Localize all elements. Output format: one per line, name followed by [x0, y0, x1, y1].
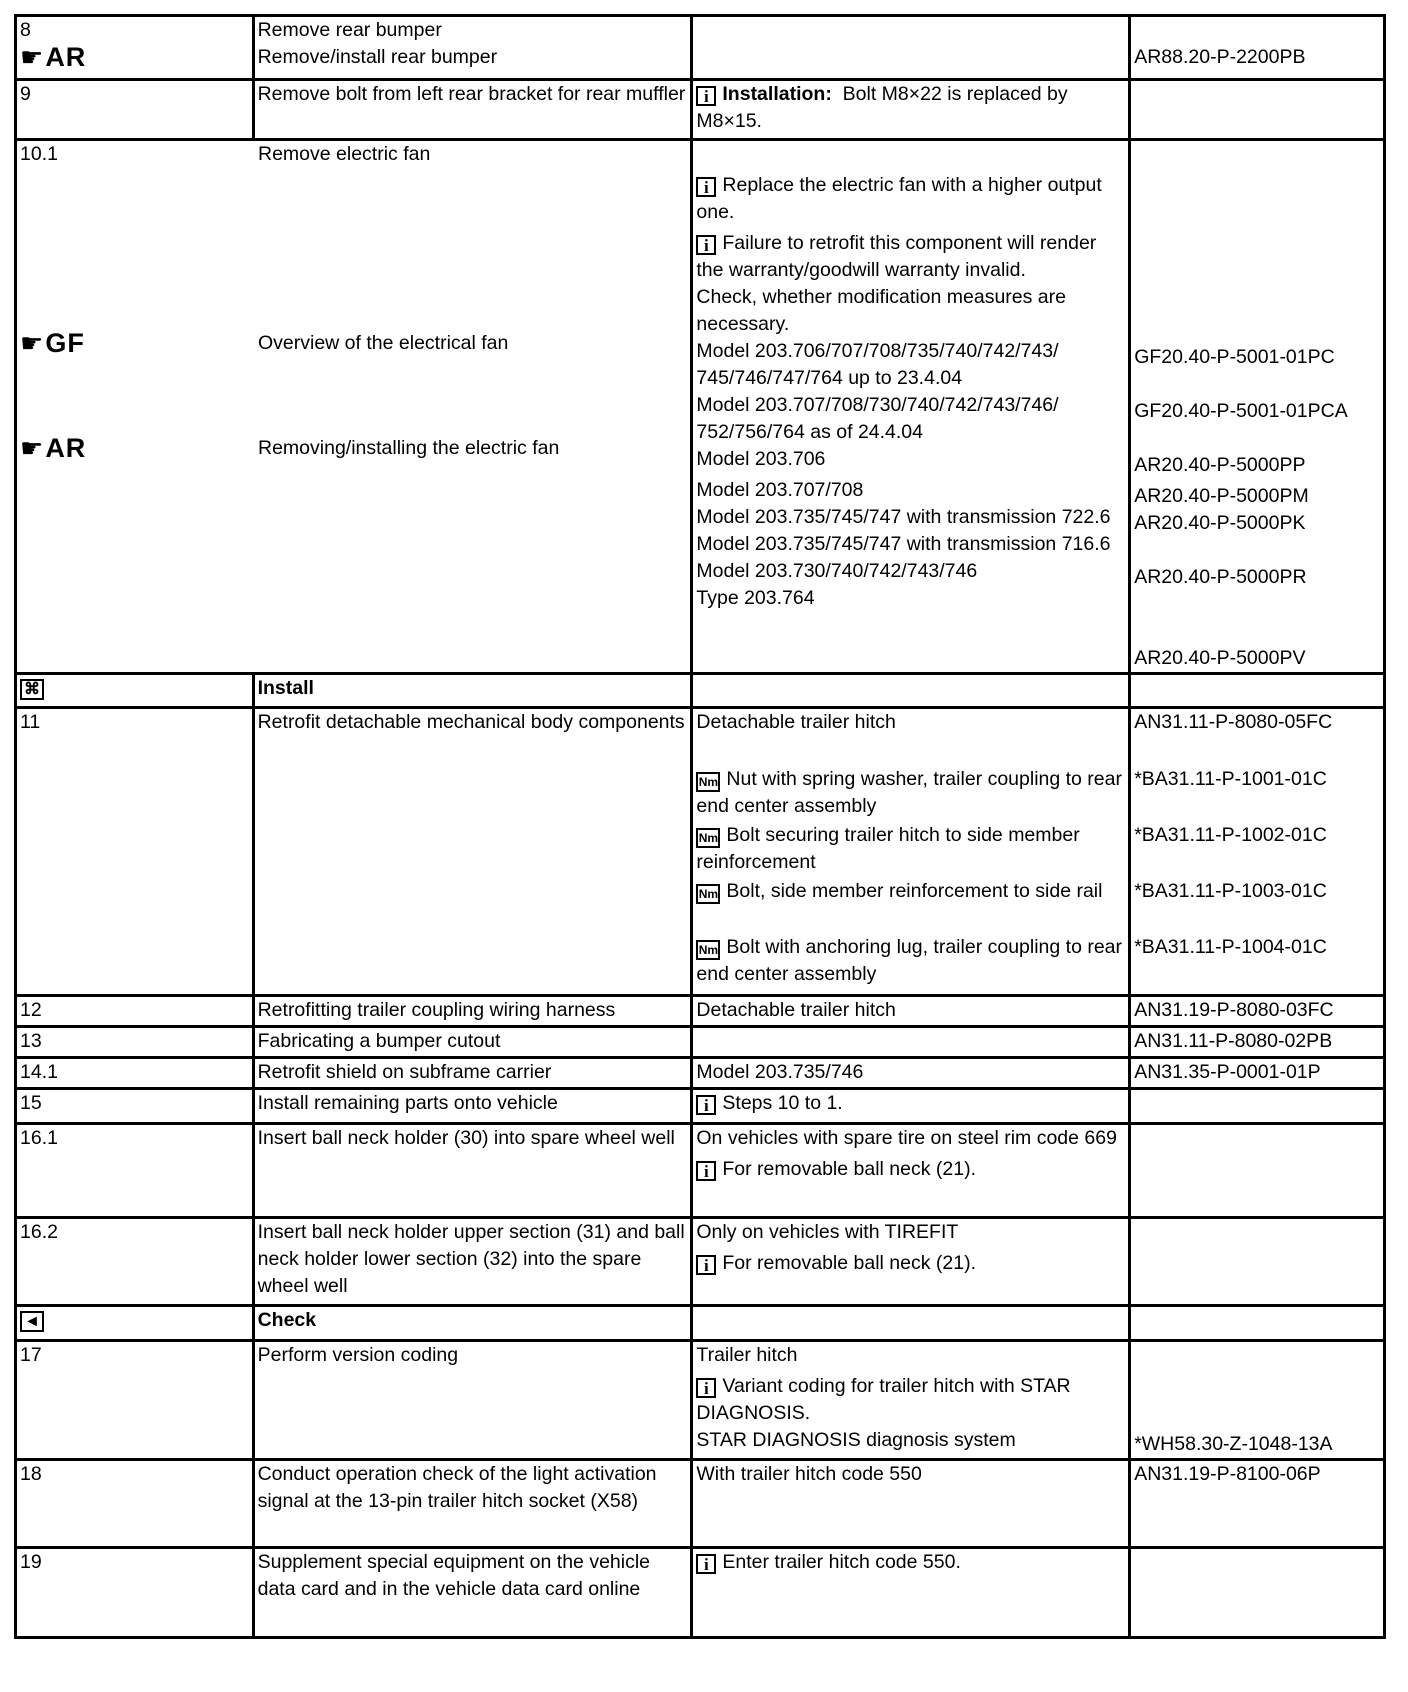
- info-icon: i: [696, 1554, 716, 1574]
- note-text: For removable ball neck (21).: [722, 1252, 976, 1274]
- step-number: 14.1: [20, 1061, 58, 1083]
- note-text: Bolt M8×22 is replaced by M8×15.: [696, 83, 1068, 132]
- operation-cell: [253, 1124, 692, 1218]
- section-icon-cell: [16, 674, 254, 708]
- model-text: Type 203.764: [696, 587, 815, 609]
- table-row: [16, 1460, 1385, 1548]
- operation-text: Remove rear bumper: [257, 19, 442, 41]
- section-title-cell: [253, 674, 692, 708]
- section-icon-cell: [16, 1306, 254, 1341]
- info-icon: i: [696, 86, 716, 106]
- info-text: On vehicles with spare tire on steel rim code 669: [696, 1127, 1117, 1149]
- operation-cell: [253, 1218, 692, 1306]
- installation-label: Installation:: [722, 83, 832, 105]
- document-reference-link[interactable]: *BA31.11-P-1004-01C: [1134, 936, 1327, 958]
- table-row: [16, 1124, 1385, 1218]
- operation-cell: [253, 1027, 692, 1058]
- reference-cell: [1130, 1089, 1385, 1124]
- section-title-check: Check: [257, 1309, 317, 1331]
- step-number: 19: [20, 1551, 42, 1573]
- torque-icon: Nm: [696, 772, 720, 792]
- reference-cell: [1130, 1124, 1385, 1218]
- info-text: Model 203.735/746: [696, 1061, 864, 1083]
- step-cell: [16, 16, 254, 80]
- document-reference-link[interactable]: AN31.35-P-0001-01P: [1134, 1061, 1321, 1083]
- info-cell: [692, 1218, 1130, 1306]
- step-number: 16.2: [20, 1221, 58, 1243]
- empty-cell: [1130, 674, 1385, 708]
- operation-cell: [253, 80, 692, 140]
- document-reference-link[interactable]: AN31.11-P-8080-02PB: [1134, 1030, 1333, 1052]
- step-cell: [16, 1460, 254, 1548]
- install-icon: ⌘: [20, 679, 44, 700]
- step-number: 8: [20, 19, 31, 41]
- torque-text: Bolt securing trailer hitch to side member reinforcement: [696, 824, 1080, 873]
- model-text: Model 203.706: [696, 448, 826, 470]
- step-operation-cell: [16, 140, 692, 674]
- step-cell: [16, 1058, 254, 1089]
- section-title-cell: [253, 1306, 692, 1341]
- torque-icon: Nm: [696, 940, 720, 960]
- info-cell: [692, 140, 1130, 674]
- operation-text: Supplement special equipment on the vehicle data card and in the vehicle data card online: [257, 1551, 651, 1600]
- operation-text: Install remaining parts onto vehicle: [257, 1092, 558, 1114]
- torque-icon: Nm: [696, 828, 720, 848]
- table-row: [16, 1027, 1385, 1058]
- gf-marker: GF: [45, 328, 85, 358]
- info-cell: [692, 1027, 1130, 1058]
- operation-cell: [253, 1058, 692, 1089]
- document-reference-link[interactable]: AR20.40-P-5000PP: [1134, 454, 1306, 476]
- step-number: 13: [20, 1030, 42, 1052]
- document-reference-link[interactable]: AN31.19-P-8100-06P: [1134, 1463, 1321, 1485]
- reference-cell: [1130, 708, 1385, 996]
- operation-cell: [253, 1341, 692, 1460]
- info-icon: i: [696, 177, 716, 197]
- reference-cell: [1130, 80, 1385, 140]
- torque-text: Bolt, side member reinforcement to side rail: [726, 880, 1103, 902]
- model-text: Model 203.706/707/708/735/740/742/743/ 745/746/747/764 up to 23.4.04: [696, 340, 1059, 389]
- reference-cell: [1130, 16, 1385, 80]
- info-cell: [692, 1548, 1130, 1638]
- model-text: Model 203.707/708/730/740/742/743/746/ 752/756/764 as of 24.4.04: [696, 394, 1059, 443]
- info-text: Detachable trailer hitch: [696, 999, 896, 1021]
- step-number: 10.1: [20, 143, 58, 165]
- step-cell: [16, 708, 254, 996]
- document-reference-link[interactable]: AR20.40-P-5000PR: [1134, 566, 1307, 588]
- document-reference-link[interactable]: AR88.20-P-2200PB: [1134, 46, 1306, 68]
- operation-text: Perform version coding: [257, 1344, 459, 1366]
- info-icon: i: [696, 1161, 716, 1181]
- step-cell: [16, 1218, 254, 1306]
- step-cell: [16, 1089, 254, 1124]
- info-text: Only on vehicles with TIREFIT: [696, 1221, 959, 1243]
- note-text: Failure to retrofit this component will render the warranty/goodwill warranty invalid.: [696, 232, 1097, 281]
- operation-text: Retrofit detachable mechanical body components: [257, 711, 685, 733]
- operation-text: Insert ball neck holder upper section (31) and ball neck holder lower section (32) into the spare wheel well: [257, 1221, 685, 1297]
- reference-cell: [1130, 996, 1385, 1027]
- document-reference-link[interactable]: *BA31.11-P-1002-01C: [1134, 824, 1327, 846]
- model-text: Model 203.707/708: [696, 479, 864, 501]
- info-icon: i: [696, 235, 716, 255]
- operation-cell: [253, 1460, 692, 1548]
- note-text: Replace the electric fan with a higher output one.: [696, 174, 1102, 223]
- table-row: [16, 996, 1385, 1027]
- document-reference-link[interactable]: *BA31.11-P-1001-01C: [1134, 768, 1327, 790]
- section-row: [16, 1306, 1385, 1341]
- model-text: Model 203.735/745/747 with transmission 722.6: [696, 506, 1111, 528]
- info-icon: i: [696, 1255, 716, 1275]
- document-reference-link[interactable]: AR20.40-P-5000PK: [1134, 512, 1306, 534]
- table-row: [16, 1548, 1385, 1638]
- info-cell: [692, 80, 1130, 140]
- info-cell: [692, 1460, 1130, 1548]
- document-reference-link[interactable]: *WH58.30-Z-1048-13A: [1134, 1433, 1333, 1455]
- document-reference-link[interactable]: GF20.40-P-5001-01PCA: [1134, 400, 1348, 422]
- reference-cell: [1130, 1341, 1385, 1460]
- operation-text: Retrofit shield on subframe carrier: [257, 1061, 552, 1083]
- table-row: [16, 708, 1385, 996]
- step-number: 17: [20, 1344, 42, 1366]
- step-number: 11: [20, 711, 41, 733]
- step-cell: [16, 1027, 254, 1058]
- info-cell: [692, 16, 1130, 80]
- empty-cell: [692, 674, 1130, 708]
- section-title-install: Install: [257, 677, 314, 699]
- info-icon: i: [696, 1378, 716, 1398]
- tool-text: STAR DIAGNOSIS diagnosis system: [696, 1429, 1016, 1451]
- step-number: 16.1: [20, 1127, 58, 1149]
- model-text: Model 203.730/740/742/743/746: [696, 560, 978, 582]
- reference-cell: [1130, 1218, 1385, 1306]
- info-text: Detachable trailer hitch: [696, 711, 896, 733]
- table-row: [16, 1341, 1385, 1460]
- document-reference-link[interactable]: AN31.11-P-8080-05FC: [1134, 711, 1333, 733]
- document-reference-link[interactable]: AN31.19-P-8080-03FC: [1134, 999, 1334, 1021]
- operation-cell: [253, 996, 692, 1027]
- reference-cell: [1130, 1460, 1385, 1548]
- reference-cell: [1130, 1058, 1385, 1089]
- operation-cell: [253, 708, 692, 996]
- reference-cell: [1130, 1027, 1385, 1058]
- torque-text: Nut with spring washer, trailer coupling to rear end center assembly: [696, 768, 1122, 817]
- torque-text: Bolt with anchoring lug, trailer coupling to rear end center assembly: [696, 936, 1123, 985]
- operation-text: Conduct operation check of the light activation signal at the 13-pin trailer hitch socket (X58): [257, 1463, 657, 1512]
- operation-cell: [253, 16, 692, 80]
- step-cell: [16, 1548, 254, 1638]
- step-cell: [16, 996, 254, 1027]
- operation-text: Remove bolt from left rear bracket for rear muffler: [257, 83, 686, 105]
- document-reference-link[interactable]: *BA31.11-P-1003-01C: [1134, 880, 1327, 902]
- empty-cell: [692, 1306, 1130, 1341]
- table-row: [16, 1089, 1385, 1124]
- section-row: [16, 674, 1385, 708]
- procedure-table: [14, 14, 1386, 1639]
- step-cell: [16, 1124, 254, 1218]
- table-row: [16, 1058, 1385, 1089]
- note-text: Steps 10 to 1.: [722, 1092, 843, 1114]
- info-cell: [692, 1124, 1130, 1218]
- ar-marker: AR: [45, 433, 87, 463]
- operation-text: Remove/install rear bumper: [257, 46, 498, 68]
- info-cell: [692, 1089, 1130, 1124]
- operation-text: Removing/installing the electric fan: [258, 437, 560, 459]
- note-text: Check, whether modification measures are necessary.: [696, 286, 1066, 335]
- ar-marker: AR: [45, 42, 87, 72]
- step-number: 18: [20, 1463, 42, 1485]
- pointing-hand-icon: ☛: [20, 328, 44, 358]
- operation-cell: [253, 1089, 692, 1124]
- info-cell: [692, 996, 1130, 1027]
- reference-cell: [1130, 1548, 1385, 1638]
- pointing-hand-icon: ☛: [20, 42, 44, 72]
- document-reference-link[interactable]: AR20.40-P-5000PM: [1134, 485, 1309, 507]
- info-text: Trailer hitch: [696, 1344, 798, 1366]
- operation-text: Fabricating a bumper cutout: [257, 1030, 501, 1052]
- check-icon: ◄: [20, 1311, 44, 1332]
- operation-text: Remove electric fan: [258, 143, 431, 165]
- step-cell: [16, 80, 254, 140]
- table-row: [16, 1218, 1385, 1306]
- document-reference-link[interactable]: GF20.40-P-5001-01PC: [1134, 346, 1335, 368]
- empty-cell: [1130, 1306, 1385, 1341]
- info-text: With trailer hitch code 550: [696, 1463, 922, 1485]
- info-cell: [692, 1058, 1130, 1089]
- step-number: 9: [20, 83, 31, 105]
- operation-text: Retrofitting trailer coupling wiring harness: [257, 999, 616, 1021]
- table-row: [16, 16, 1385, 80]
- torque-icon: Nm: [696, 884, 720, 904]
- note-text: For removable ball neck (21).: [722, 1158, 976, 1180]
- operation-text: Overview of the electrical fan: [258, 332, 509, 354]
- document-reference-link[interactable]: AR20.40-P-5000PV: [1134, 647, 1306, 669]
- operation-text: Insert ball neck holder (30) into spare wheel well: [257, 1127, 675, 1149]
- operation-cell: [253, 1548, 692, 1638]
- note-text: Variant coding for trailer hitch with STAR DIAGNOSIS.: [696, 1375, 1071, 1424]
- note-text: Enter trailer hitch code 550.: [722, 1551, 961, 1573]
- step-cell: [16, 1341, 254, 1460]
- step-number: 15: [20, 1092, 42, 1114]
- pointing-hand-icon: ☛: [20, 433, 44, 463]
- reference-cell: [1130, 140, 1385, 674]
- model-text: Model 203.735/745/747 with transmission 716.6: [696, 533, 1111, 555]
- info-cell: [692, 1341, 1130, 1460]
- table-row: [16, 140, 1385, 674]
- table-row: [16, 80, 1385, 140]
- step-number: 12: [20, 999, 42, 1021]
- info-icon: i: [696, 1095, 716, 1115]
- info-cell: [692, 708, 1130, 996]
